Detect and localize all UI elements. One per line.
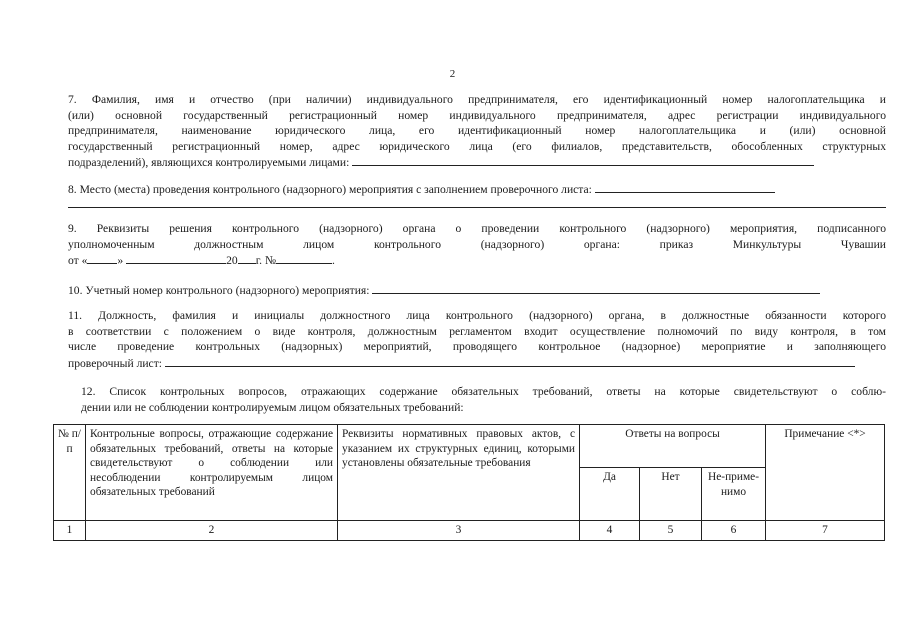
item-11-fill-field[interactable] <box>165 355 855 367</box>
item-9-line: 9. Реквизиты решения контрольного (надзорного) органа о проведении контрольного (надзорного) мероприятия, подписанного <box>68 222 886 235</box>
item-8-paragraph <box>68 181 886 198</box>
item-7-line: государственный регистрационный номер, адрес юридического лица (его филиалов, представительств, обособленных структурных <box>68 139 886 153</box>
item-11-line: 11. Должность, фамилия и инициалы должностного лица контрольного (надзорного) органа, в должностные обязанности которого <box>68 309 886 322</box>
item-10-paragraph <box>68 282 886 299</box>
item-8-extra-line[interactable] <box>68 207 886 208</box>
item-12-paragraph <box>81 384 886 415</box>
item-9-date-line <box>68 252 886 269</box>
date-year-field[interactable] <box>238 252 256 264</box>
table-cell: 3 <box>338 521 580 541</box>
table-header-row <box>54 425 885 468</box>
table-cell: 6 <box>702 521 766 541</box>
header-no: Нет <box>640 468 702 521</box>
item-12-line: 12. Список контрольных вопросов, отражающих содержание обязательных требований, ответы на которые свидетельствуют о соблю- <box>81 385 886 398</box>
table-cell: 1 <box>54 521 86 541</box>
header-not-applicable: Не-приме-нимо <box>702 468 766 521</box>
checklist-table <box>53 424 885 541</box>
item-9-end: . <box>332 254 335 268</box>
header-number: № п/п <box>54 425 86 521</box>
item-8-fill-field[interactable] <box>595 181 775 193</box>
item-11-line: в соответствии с положением о виде контроля, должностным регламентом входит осуществление полномочий по виду контроля, в том <box>68 324 886 338</box>
item-7-line: 7. Фамилия, имя и отчество (при наличии) индивидуального предпринимателя, его идентификационный номер налогоплательщика и <box>68 93 886 106</box>
date-open-quote: от « <box>68 254 88 268</box>
item-11-line: числе проведение контрольных (надзорных) мероприятий, проводящего контрольное (надзорное) мероприятие и заполняющего <box>68 340 886 354</box>
item-7-fill-field[interactable] <box>352 154 814 166</box>
item-11-paragraph <box>68 308 886 371</box>
order-number-label: г. № <box>255 254 277 268</box>
header-note: Примечание <*> <box>766 425 885 521</box>
item-7-line: предпринимателя, наименование юридического лица, его идентификационный номер налогоплательщика и (или) основной <box>68 124 886 138</box>
item-7-line: подразделений), являющихся контролируемыми лицами: <box>68 156 350 170</box>
item-7-line: (или) основной государственный регистрационный номер индивидуального предпринимателя, адрес регистрации индивидуального <box>68 108 886 122</box>
item-7-last-line <box>68 154 886 171</box>
date-month-field[interactable] <box>126 252 226 264</box>
year-prefix: 20 <box>226 254 238 268</box>
header-questions: Контрольные вопросы, отражающие содержание обязательных требований, ответы на которые свидетельствуют о соблюдении или несоблюдении контролируемым лицом обязательных требований <box>86 425 338 521</box>
date-close-quote: » <box>117 254 124 268</box>
table-cell: 5 <box>640 521 702 541</box>
header-answers: Ответы на вопросы <box>580 425 766 468</box>
order-number-field[interactable] <box>276 252 332 264</box>
item-7-paragraph <box>68 92 886 171</box>
item-10-text: 10. Учетный номер контрольного (надзорного) мероприятия: <box>68 284 370 297</box>
item-11-line: проверочный лист: <box>68 356 162 370</box>
item-8-text: 8. Место (места) проведения контрольного (надзорного) мероприятия с заполнением проверочного листа: <box>68 183 592 196</box>
item-10-fill-field[interactable] <box>372 282 820 294</box>
table-numbering-row <box>54 521 885 541</box>
item-9-line: уполномоченным должностным лицом контрольного (надзорного) органа: приказ Минкультуры Чувашии <box>68 237 886 251</box>
page-number: 2 <box>449 68 456 80</box>
header-requisites: Реквизиты нормативных правовых актов, с указанием их структурных единиц, которыми установлены обязательные требования <box>338 425 580 521</box>
item-12-line: дении или не соблюдении контролируемым лицом обязательных требований: <box>81 400 464 414</box>
item-9-paragraph <box>68 221 886 269</box>
header-yes: Да <box>580 468 640 521</box>
date-day-field[interactable] <box>87 252 117 264</box>
table-cell: 2 <box>86 521 338 541</box>
table-cell: 7 <box>766 521 885 541</box>
table-cell: 4 <box>580 521 640 541</box>
